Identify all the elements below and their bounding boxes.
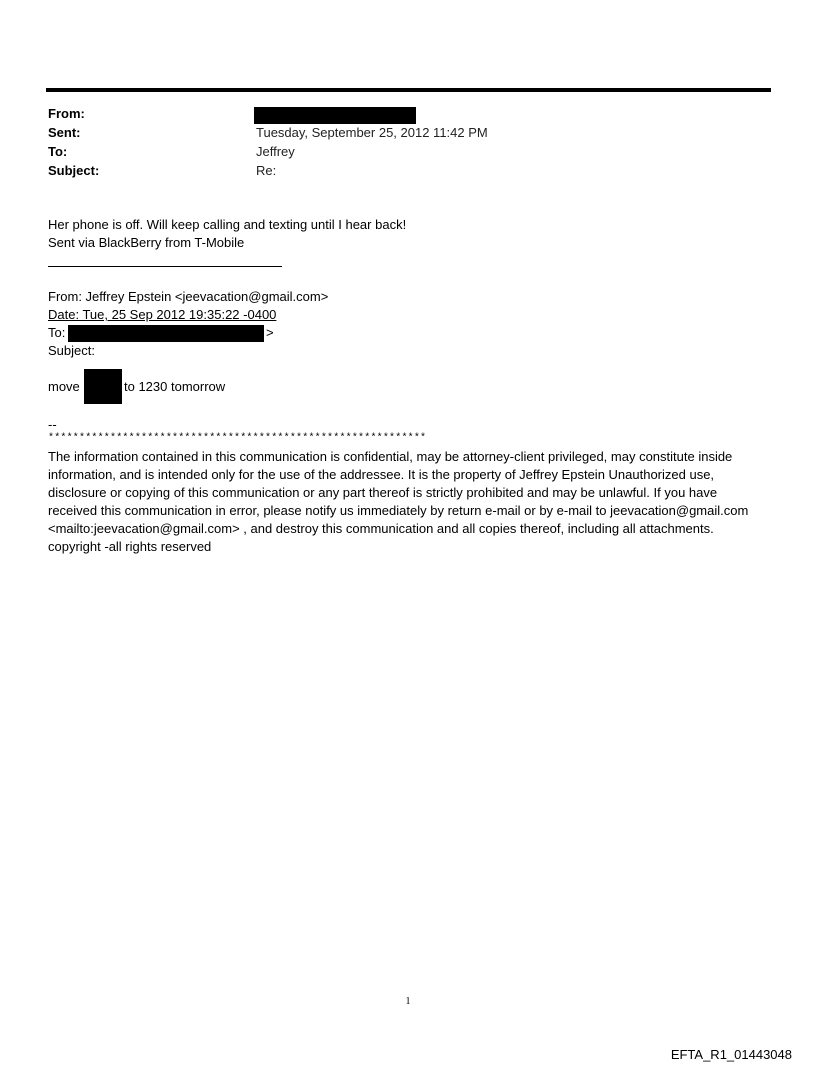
signature-dashes: -- xyxy=(48,417,57,432)
body-line-2: Sent via BlackBerry from T-Mobile xyxy=(48,235,245,250)
confidentiality-disclaimer: The information contained in this communication is confidential, may be attorney-client privileged, may constitute inside information, and is intended only for the use of the addressee. It is the property of Jeffrey Epstein Unauthorized use, disclosure or copying of this communication or any part thereof is strictly prohibited and may be unlawful. If you have received this communication in error, please notify us immediately by return e-mail or by e-mail to jeevacation@gmail.com <mailto:jeevacation@gmail.com> , and destroy this communication and all copies thereof, including all attachments. copyright -all rights reserved xyxy=(48,449,749,554)
bates-stamp: EFTA_R1_01443048 xyxy=(670,1047,792,1062)
header-rule xyxy=(46,88,771,92)
quoted-to-prefix: To: xyxy=(48,325,66,340)
quoted-date: Date: Tue, 25 Sep 2012 19:35:22 -0400 xyxy=(48,307,277,322)
quoted-to-suffix: > xyxy=(266,325,274,340)
redaction-name xyxy=(84,369,122,404)
page-number: 1 xyxy=(405,996,411,1007)
from-label: From: xyxy=(48,106,85,121)
redaction-to xyxy=(68,325,264,342)
subject-value: Re: xyxy=(256,163,277,178)
to-label: To: xyxy=(48,144,68,159)
to-value: Jeffrey xyxy=(256,144,295,159)
subject-label: Subject: xyxy=(48,163,100,178)
quote-separator xyxy=(48,266,282,267)
redaction-from xyxy=(254,107,416,124)
sent-label: Sent: xyxy=(48,125,81,140)
sent-value: Tuesday, September 25, 2012 11:42 PM xyxy=(256,125,488,140)
quoted-subject: Subject: xyxy=(48,343,95,358)
star-divider: ************************************************************* xyxy=(48,433,427,444)
move-prefix: move xyxy=(48,379,80,394)
body-line-1: Her phone is off. Will keep calling and texting until I hear back! xyxy=(48,217,407,232)
move-suffix: to 1230 tomorrow xyxy=(124,379,226,394)
quoted-from: From: Jeffrey Epstein <jeevacation@gmail.com> xyxy=(48,289,329,304)
